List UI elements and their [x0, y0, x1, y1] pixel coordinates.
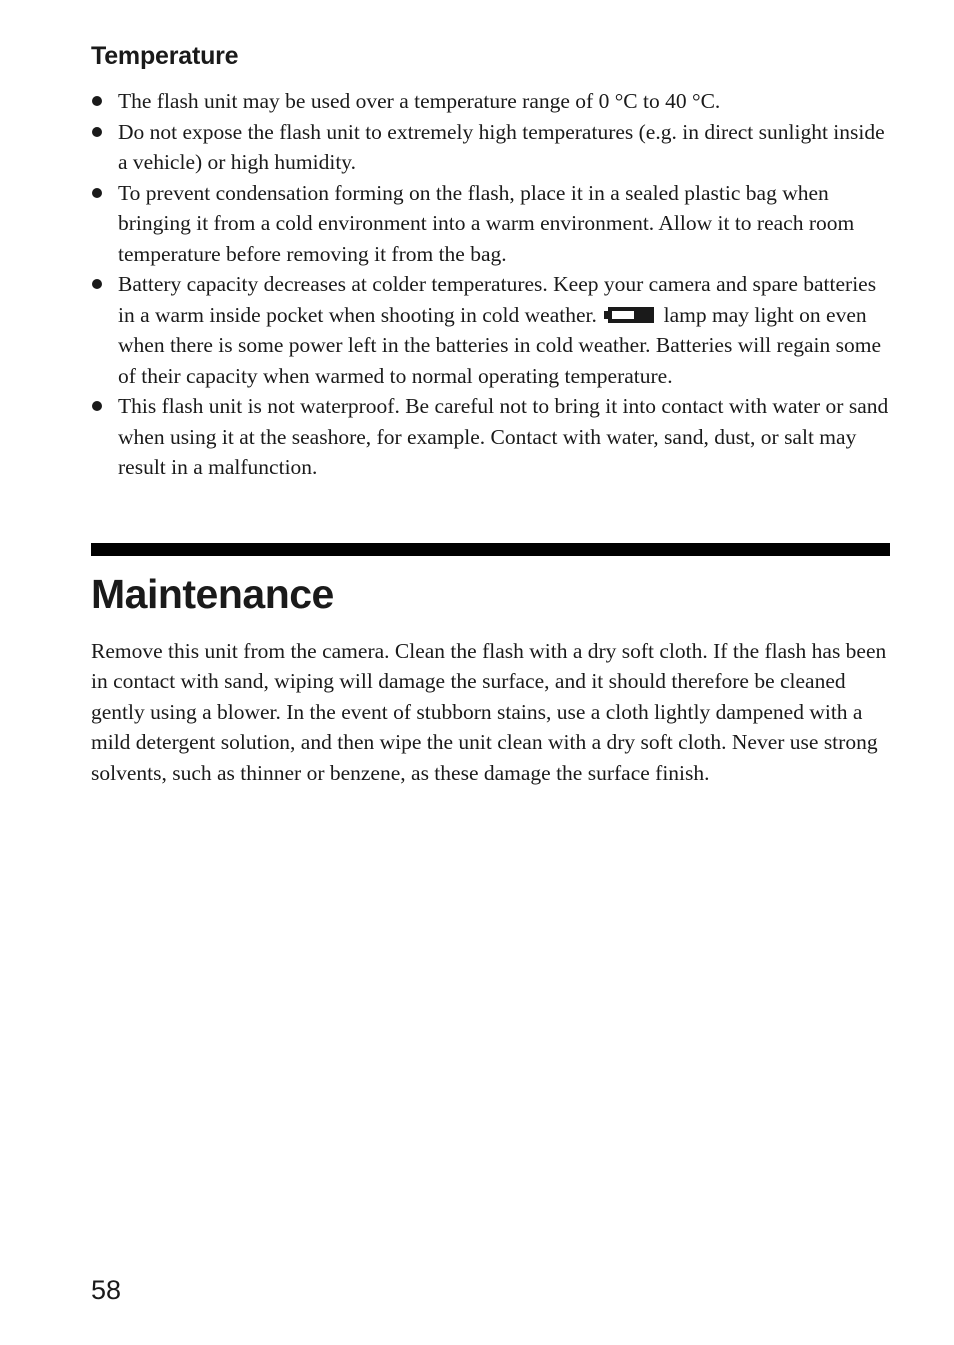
page-number: 58	[91, 1275, 122, 1305]
bullet-item	[91, 391, 891, 483]
bullet-dot-icon	[92, 401, 102, 411]
bullet-text: Do not expose the flash unit to extremely high temperatures (e.g. in direct sunlight inside a vehicle) or high humidity.	[118, 119, 885, 174]
bullet-dot-icon	[92, 279, 102, 289]
bullet-dot-icon	[92, 96, 102, 106]
temperature-heading: Temperature	[91, 42, 239, 70]
section-divider	[91, 543, 890, 556]
bullet-text: The flash unit may be used over a temperature range of 0 °C to 40 °C.	[118, 89, 721, 113]
bullet-item	[91, 86, 891, 117]
bullet-text: To prevent condensation forming on the flash, place it in a sealed plastic bag when bringing it from a cold environment into a warm environment. Allow it to reach room temperature before removing it from the bag.	[118, 180, 855, 266]
bullet-item	[91, 117, 891, 178]
battery-low-icon	[604, 307, 654, 323]
bullet-text-after-icon: lamp may light on even when there is some power left in the batteries in cold weather. Batteries will regain some of their capacity when warmed to normal operating temperature.	[118, 302, 882, 388]
maintenance-heading: Maintenance	[91, 570, 334, 617]
bullet-text-before-icon: Battery capacity decreases at colder temperatures. Keep your camera and spare batteries in a warm inside pocket when shooting in cold weather.	[118, 272, 877, 327]
temperature-bullet-list	[91, 86, 891, 483]
bullet-dot-icon	[92, 188, 102, 198]
bullet-item	[91, 269, 891, 391]
maintenance-paragraph: Remove this unit from the camera. Clean the flash with a dry soft cloth. If the flash has been in contact with sand, wiping will damage the surface, and it should therefore be cleaned gently using a blower. In the event of stubborn stains, use a cloth lightly dampened with a mild detergent solution, and then wipe the unit clean with a dry soft cloth. Never use strong solvents, such as thinner or benzene, as these damage the surface finish.	[91, 638, 887, 785]
bullet-text: This flash unit is not waterproof. Be careful not to bring it into contact with water or sand when using it at the seashore, for example. Contact with water, sand, dust, or salt may result in a malfunction.	[118, 394, 889, 479]
bullet-item	[91, 178, 891, 270]
bullet-dot-icon	[92, 127, 102, 137]
page-content	[91, 38, 891, 788]
